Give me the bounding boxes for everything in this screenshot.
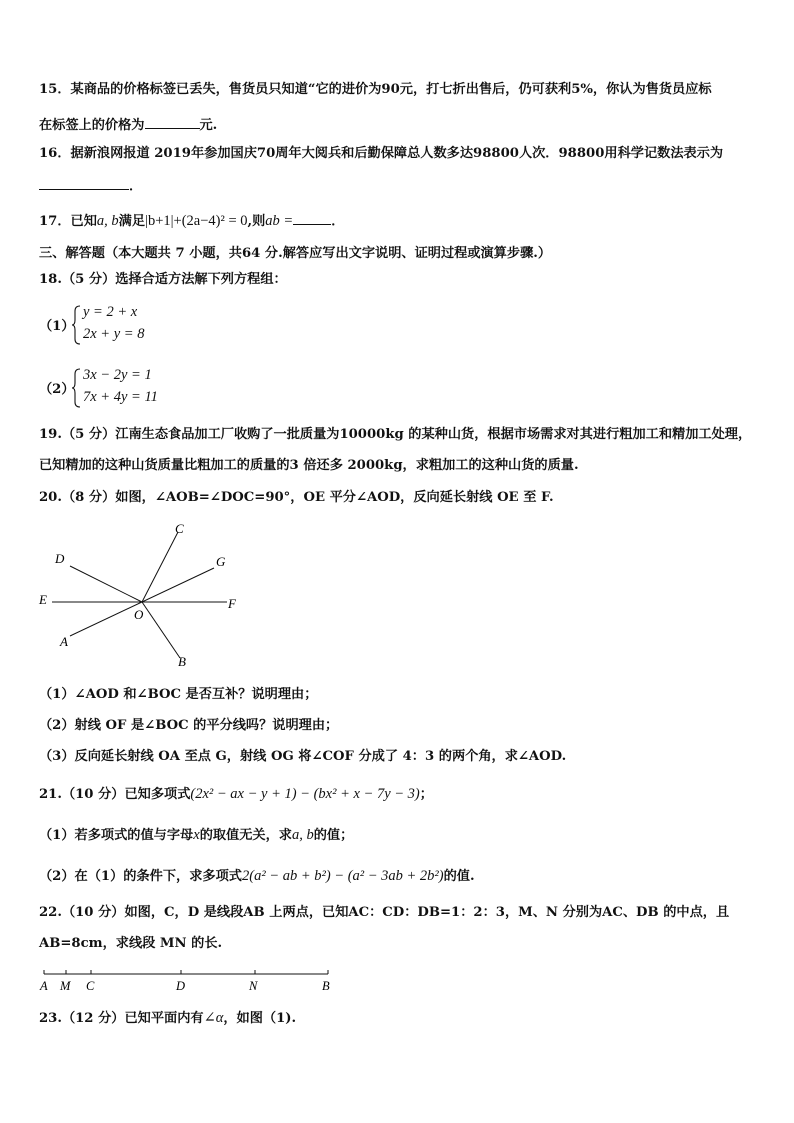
q18-p1-label: （1） — [39, 319, 75, 334]
q21-p2-expr: 2(a² − ab + b²) − (a² − 3ab + 2b²) — [241, 868, 444, 884]
q17-condition: |b+1|+(2a−4)² = 0 — [145, 213, 248, 229]
q15-line2 — [39, 114, 764, 136]
q16-line2 — [39, 175, 764, 197]
q18-system-2 — [39, 365, 239, 409]
section3-note: （本大题共 7 小题，共64 分.解答应写出文字说明、证明过程或演算步骤.） — [104, 246, 552, 261]
q17-post: ． — [331, 214, 345, 229]
q20-part1: （1）∠AOD 和∠BOC 是否互补？说明理由； — [39, 687, 318, 702]
ray-OD — [70, 566, 142, 602]
q19-line1: 19.（5 分）江南生态食品加工厂收购了一批质量为10000kg 的某种山货，根据市场需求对其进行粗加工和精加工处理， — [39, 427, 752, 442]
q20-part2: （2）射线 OF 是∠BOC 的平分线吗？说明理由； — [39, 718, 339, 733]
ray-OB — [142, 602, 180, 658]
q23-pre: 23.（12 分）已知平面内有 — [39, 1011, 204, 1026]
q17-mid: 满足 — [118, 214, 146, 229]
q16-line2-post: ． — [129, 179, 143, 194]
point-A-label: A — [40, 979, 48, 993]
q15-line1: 15．某商品的价格标签已丢失，售货员只知道“它的进价为90元，打七折出售后，仍可获利5%，你认为售货员应标 — [39, 82, 712, 97]
point-N-label: N — [249, 979, 258, 993]
q16-line1: 16．据新浪网报道 2019年参加国庆70周年大阅兵和后勤保障总人数多达98800人次．98800用科学记数法表示为 — [39, 146, 724, 161]
q21-part2 — [39, 866, 764, 887]
q15-line2-post: 元. — [199, 118, 218, 133]
q23-post: ，如图（1). — [223, 1011, 297, 1026]
label-D: D — [55, 551, 65, 566]
label-F: F — [228, 596, 236, 611]
q18-p1-eq1: y = 2 + x — [83, 304, 138, 320]
q15-line2-pre: 在标签上的价格为 — [39, 118, 145, 133]
q18-p1-eq2: 2x + y = 8 — [83, 326, 145, 342]
section3-title: 三、解答题 — [39, 246, 105, 261]
ray-OC — [142, 532, 178, 602]
q21-stem — [39, 784, 764, 805]
label-E: E — [39, 592, 47, 607]
q22-line1: 22.（10 分）如图，C，D 是线段AB 上两点，已知AC：CD：DB=1：2：3，M、N 分别为AC、DB 的中点，且 — [39, 905, 730, 920]
q20-stem: 20.（8 分）如图，∠AOB=∠DOC=90°，OE 平分∠AOD，反向延长射线 OE 至 F. — [39, 490, 554, 505]
q17-then: ,则 — [247, 214, 266, 229]
q21-p1-post: 的值； — [313, 828, 354, 843]
q21-p1-pre: （1）若多项式的值与字母 — [39, 828, 194, 843]
q21-stem-pre: 21.（10 分）已知多项式 — [39, 787, 191, 802]
label-C: C — [175, 521, 184, 536]
q18-system-1 — [39, 302, 239, 346]
point-C-label: C — [86, 979, 95, 993]
q18-p2-eq2: 7x + 4y = 11 — [83, 389, 158, 405]
q17-line — [39, 210, 764, 232]
q22-line2: AB=8cm，求线段 MN 的长. — [39, 936, 223, 951]
q15-answer-blank[interactable] — [145, 114, 200, 129]
brace-icon — [72, 368, 82, 408]
q21-part1 — [39, 825, 764, 846]
point-D-label: D — [176, 979, 186, 993]
q21-p2-pre: （2）在（1）的条件下，求多项式 — [39, 869, 242, 884]
q18-p2-label: （2） — [39, 382, 75, 397]
point-B-label: B — [322, 979, 330, 993]
q17-vars: a, b — [96, 213, 119, 229]
q23-angle: ∠α — [203, 1010, 224, 1026]
q17-answer-blank[interactable] — [293, 210, 331, 225]
q21-stem-post: ； — [419, 787, 433, 802]
label-O: O — [134, 607, 144, 622]
q18-p2-eq1: 3x − 2y = 1 — [83, 367, 152, 383]
q20-angle-figure — [30, 518, 250, 673]
q23-stem — [39, 1008, 764, 1029]
q21-polynomial: (2x² − ax − y + 1) − (bx² + x − 7y − 3) — [190, 786, 420, 802]
q17-pre: 17．已知 — [39, 214, 97, 229]
q21-p1-mid: 的取值无关，求 — [199, 828, 292, 843]
label-B: B — [178, 654, 186, 669]
q17-expr: ab = — [265, 213, 294, 229]
q19-line2: 已知精加的这种山货质量比粗加工的质量的3 倍还多 2000kg，求粗加工的这种山货的质量. — [39, 458, 579, 473]
label-A: A — [60, 634, 68, 649]
q16-answer-blank[interactable] — [39, 175, 129, 190]
brace-icon — [72, 305, 82, 345]
section3-heading — [39, 244, 764, 264]
q22-segment-figure — [36, 966, 336, 996]
q21-p1-vars: a, b — [292, 827, 314, 843]
q20-part3: （3）反向延长射线 OA 至点 G，射线 OG 将∠COF 分成了 4：3 的两个角，求∠AOD. — [39, 749, 567, 764]
q18-stem: 18.（5 分）选择合适方法解下列方程组： — [39, 272, 287, 287]
q21-p2-post: 的值. — [443, 869, 475, 884]
label-G: G — [216, 554, 226, 569]
point-M-label: M — [60, 979, 71, 993]
q21-p1-var: x — [193, 827, 200, 843]
